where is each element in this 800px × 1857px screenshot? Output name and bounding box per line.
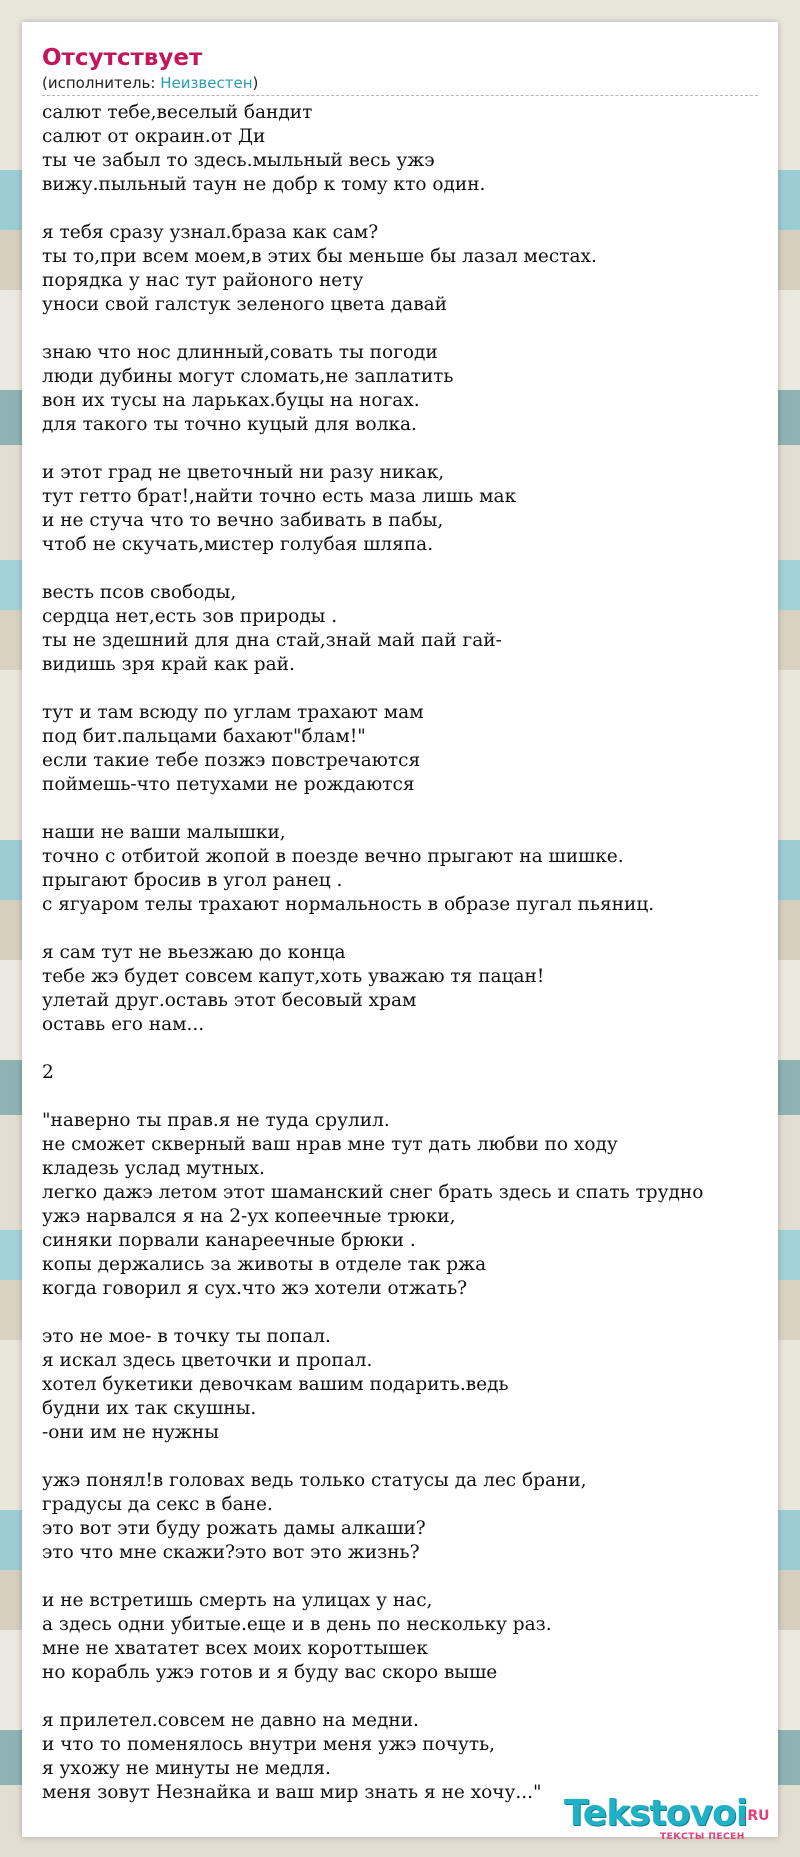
lyrics-line: с ягуаром телы трахают нормальность в образе пугал пьяниц. xyxy=(42,894,655,915)
lyrics-line: тут и там всюду по углам трахают мам xyxy=(42,702,424,723)
artist-link[interactable]: Неизвестен xyxy=(160,74,253,92)
artist-suffix: ) xyxy=(252,74,259,92)
lyrics-line: тебе жэ будет совсем капут,хоть уважаю тя пацан! xyxy=(42,966,545,987)
lyrics-line: улетай друг.оставь этот бесовый храм xyxy=(42,990,417,1011)
song-title: Отсутствует xyxy=(42,45,203,71)
lyrics-verse xyxy=(42,1061,772,1085)
lyrics-line: ты не здешний для дна стай,знай май пай гай- xyxy=(42,630,502,651)
lyrics-line: -они им не нужны xyxy=(42,1422,219,1443)
lyrics-line: прыгают бросив в угол ранец . xyxy=(42,870,343,891)
lyrics-verse xyxy=(42,1325,772,1445)
lyrics-line: меня зовут Незнайка и ваш мир знать я не хочу..." xyxy=(42,1782,542,1803)
lyrics-line: если такие тебе позжэ повстречаются xyxy=(42,750,421,771)
lyrics-line: весть псов свободы, xyxy=(42,582,237,603)
artist-prefix: (исполнитель: xyxy=(42,74,161,92)
lyrics-verse xyxy=(42,1709,772,1805)
lyrics-line: кладезь услад мутных. xyxy=(42,1158,265,1179)
lyrics-line: оставь его нам... xyxy=(42,1014,205,1035)
lyrics-line: ужэ нарвался я на 2-ух копеечные трюки, xyxy=(42,1206,456,1227)
song-header xyxy=(42,42,758,96)
lyrics-line: "наверно ты прав.я не туда срулил. xyxy=(42,1110,390,1131)
lyrics-line: не сможет скверный ваш нрав мне тут дать любви по ходу xyxy=(42,1134,618,1155)
logo-subtitle: ТЕКСТЫ ПЕСЕН xyxy=(660,1832,745,1842)
lyrics-verse xyxy=(42,101,772,197)
lyrics-line: и не встретишь смерть на улицах у нас, xyxy=(42,1590,433,1611)
logo-wordmark: Tekstovoi xyxy=(564,1793,748,1834)
lyrics-line: под бит.пальцами бахают"блам!" xyxy=(42,726,366,747)
lyrics-line: 2 xyxy=(42,1062,54,1083)
site-logo[interactable] xyxy=(564,1794,779,1842)
lyrics-line: ужэ понял!в головах ведь только статусы да лес брани, xyxy=(42,1470,587,1491)
lyrics-card xyxy=(22,22,778,1842)
lyrics-line: вон их тусы на ларьках.буцы на ногах. xyxy=(42,390,420,411)
lyrics-line: я прилетел.совсем не давно на медни. xyxy=(42,1710,419,1731)
lyrics-verse xyxy=(42,821,772,917)
lyrics-line: порядка у нас тут районого нету xyxy=(42,270,364,291)
lyrics-line: градусы да секс в бане. xyxy=(42,1494,273,1515)
lyrics-line: вижу.пыльный таун не добр к тому кто один. xyxy=(42,174,486,195)
lyrics-verse xyxy=(42,1589,772,1685)
lyrics-line: чтоб не скучать,мистер голубая шляпа. xyxy=(42,534,434,555)
lyrics-line: это не мое- в точку ты попал. xyxy=(42,1326,331,1347)
lyrics-verse xyxy=(42,341,772,437)
lyrics-line: но корабль ужэ готов и я буду вас скоро выше xyxy=(42,1662,498,1683)
lyrics-line: хотел букетики девочкам вашим подарить.ведь xyxy=(42,1374,509,1395)
lyrics-line: для такого ты точно куцый для волка. xyxy=(42,414,417,435)
lyrics-line: это вот эти буду рожать дамы алкаши? xyxy=(42,1518,426,1539)
lyrics-line: а здесь одни убитые.еще и в день по нескольку раз. xyxy=(42,1614,552,1635)
lyrics-line: я тебя сразу узнал.браза как сам? xyxy=(42,222,379,243)
lyrics-verse xyxy=(42,1109,772,1301)
lyrics-verse xyxy=(42,581,772,677)
lyrics-line: я ухожу не минуты не медля. xyxy=(42,1758,331,1779)
lyrics-verse xyxy=(42,461,772,557)
lyrics-line: будни их так скушны. xyxy=(42,1398,257,1419)
lyrics-verse xyxy=(42,701,772,797)
lyrics-line: ты то,при всем моем,в этих бы меньше бы лазал местах. xyxy=(42,246,597,267)
lyrics-line: поймешь-что петухами не рождаются xyxy=(42,774,415,795)
logo-domain: .RU xyxy=(742,1808,770,1824)
lyrics-line: это что мне скажи?это вот это жизнь? xyxy=(42,1542,420,1563)
lyrics-line: я искал здесь цветочки и пропал. xyxy=(42,1350,373,1371)
lyrics-text xyxy=(42,101,772,1805)
lyrics-line: наши не ваши малышки, xyxy=(42,822,286,843)
artist-line xyxy=(42,74,758,93)
lyrics-line: ты че забыл то здесь.мыльный весь ужэ xyxy=(42,150,435,171)
lyrics-line: знаю что нос длинный,совать ты погоди xyxy=(42,342,438,363)
lyrics-line: тут гетто брат!,найти точно есть маза лишь мак xyxy=(42,486,517,507)
lyrics-line: люди дубины могут сломать,не заплатить xyxy=(42,366,454,387)
lyrics-line: синяки порвали канареечные брюки . xyxy=(42,1230,416,1251)
lyrics-line: точно с отбитой жопой в поезде вечно прыгают на шишке. xyxy=(42,846,624,867)
lyrics-line: и этот град не цветочный ни разу никак, xyxy=(42,462,445,483)
lyrics-line: мне не хвататет всех моих короттышек xyxy=(42,1638,428,1659)
lyrics-line: салют тебе,веселый бандит xyxy=(42,102,313,123)
lyrics-line: салют от окраин.от Ди xyxy=(42,126,266,147)
lyrics-line: я сам тут не вьезжаю до конца xyxy=(42,942,346,963)
lyrics-line: копы держались за животы в отделе так ржа xyxy=(42,1254,487,1275)
lyrics-verse xyxy=(42,941,772,1037)
lyrics-line: сердца нет,есть зов природы . xyxy=(42,606,338,627)
lyrics-line: уноси свой галстук зеленого цвета давай xyxy=(42,294,447,315)
lyrics-line: и не стуча что то вечно забивать в пабы, xyxy=(42,510,444,531)
lyrics-line: когда говорил я сух.что жэ хотели отжать? xyxy=(42,1278,468,1299)
lyrics-line: и что то поменялось внутри меня ужэ почуть, xyxy=(42,1734,496,1755)
lyrics-verse xyxy=(42,1469,772,1565)
lyrics-verse xyxy=(42,221,772,317)
lyrics-line: легко дажэ летом этот шаманский снег брать здесь и спать трудно xyxy=(42,1182,704,1203)
lyrics-line: видишь зря край как рай. xyxy=(42,654,295,675)
